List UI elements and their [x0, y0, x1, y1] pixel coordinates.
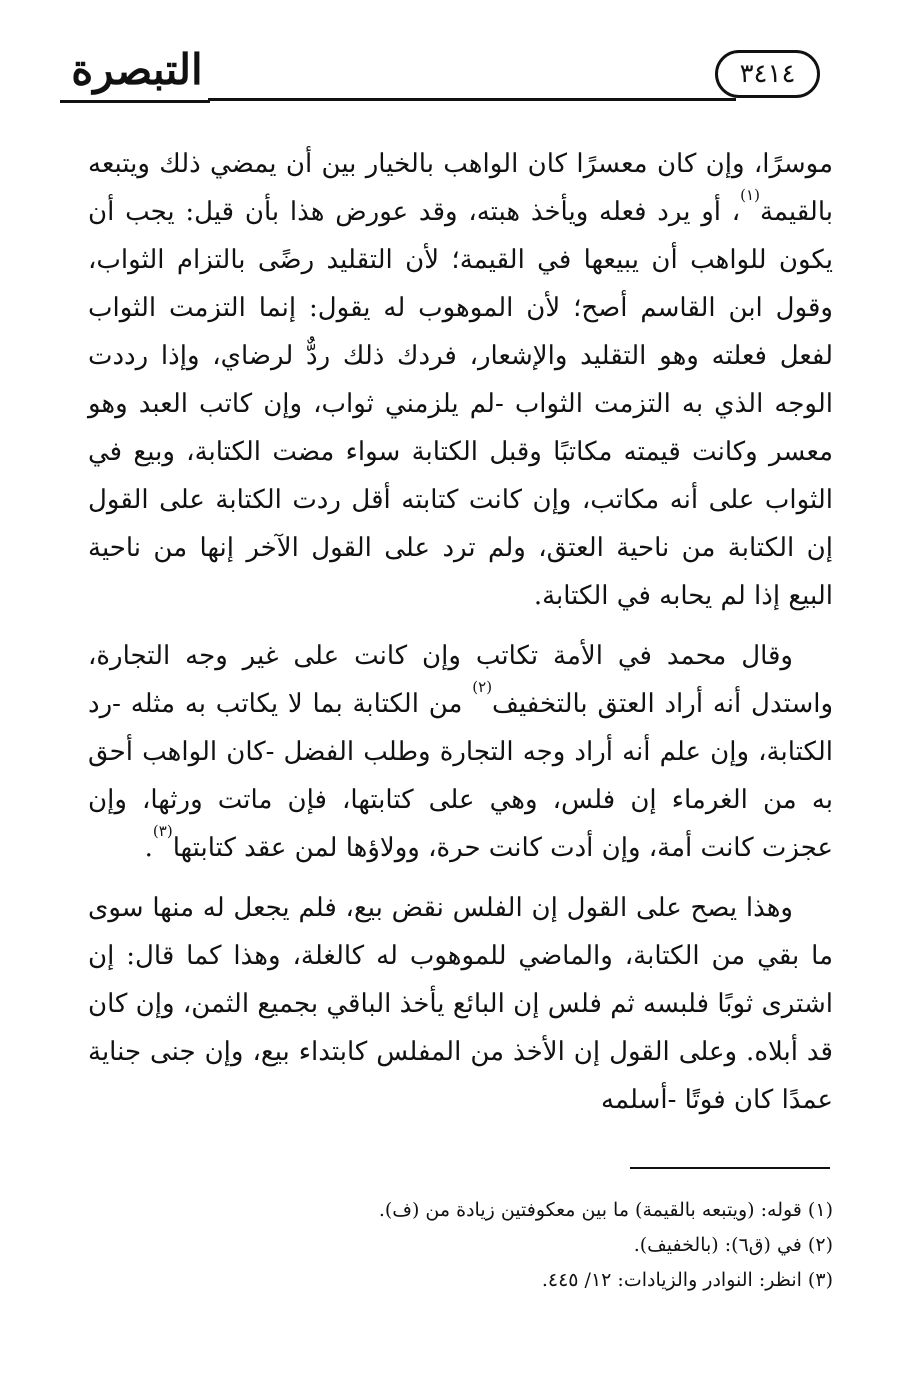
header-rule — [208, 98, 736, 101]
footnote-ref-1: (١) — [740, 186, 760, 204]
footnote-1: (١) قوله: (ويتبعه بالقيمة) ما بين معكوفتين زيادة من (ف). — [378, 1199, 833, 1221]
paragraph-2-tail: . — [144, 833, 153, 863]
paragraph-2-text-a: وقال محمد في الأمة تكاتب وإن كانت على غير وجه التجارة، واستدل أنه أراد العتق بالتخفيف — [88, 641, 834, 719]
footnotes — [88, 1193, 833, 1298]
footnote-separator — [630, 1167, 830, 1169]
page-header — [0, 0, 920, 120]
paragraph-1-text-b: ، أو يرد فعله ويأخذ هبته، وقد عورض هذا بأن قيل: يجب أن يكون للواهب أن يبيعها في القيمة؛ لأن التقليد رضًى بالتزام الثواب، وقول ابن القاسم أصح؛ لأن الموهوب له يقول: إنما التزمت الثواب لفعل فعلته وهو التقليد والإشعار، فردك ذلك ردٌّ لرضاي، وإذا رددت الوجه الذي به التزمت الثواب -لم يلزمني ثواب، وإن كاتب العبد وهو معسر وكانت قيمته مكاتبًا وقبل الكتابة سواء مضت الكتابة، وبيع في الثواب على أنه مكاتب، وإن كانت كتابته أقل ردت الكتابة على القول إن الكتابة من ناحية العتق، ولم ترد على القول الآخر إنها من ناحية البيع إذا لم يحابه في الكتابة. — [88, 197, 833, 611]
page-number-badge — [715, 50, 820, 98]
main-text — [88, 140, 833, 1124]
paragraph-1-text-a: موسرًا، وإن كان معسرًا كان الواهب بالخيار بين أن يمضي ذلك ويتبعه بالقيمة — [88, 149, 833, 227]
book-title: التبصرة — [71, 45, 203, 94]
page-number: ٣٤١٤ — [739, 59, 796, 89]
paragraph-2 — [88, 632, 833, 872]
paragraph-3 — [88, 884, 833, 1124]
footnote-ref-3: (٣) — [152, 822, 173, 840]
footnote-2: (٢) في (ق٦): (بالخفيف). — [633, 1234, 833, 1256]
footnote-ref-2: (٢) — [472, 678, 493, 696]
paragraph-3-text: وهذا يصح على القول إن الفلس نقض بيع، فلم يجعل له منها سوى ما بقي من الكتابة، والماضي للموهوب له كالغلة، وهذا كما قال: إن اشترى ثوبًا فلبسه ثم فلس إن البائع يأخذ الباقي بجميع الثمن، وإن كان قد أبلاه. وعلى القول إن الأخذ من المفلس كابتداء بيع، وإن جنى جناية عمدًا كان فوتًا -أسلمه — [88, 893, 833, 1115]
book-title-logo — [62, 38, 212, 102]
footnote-3: (٣) انظر: النوادر والزيادات: ١٢/ ٤٤٥. — [541, 1269, 833, 1291]
title-underline — [60, 100, 210, 103]
paragraph-2-text-b: من الكتابة بما لا يكاتب به مثله -رد الكتابة، وإن علم أنه أراد وجه التجارة وطلب الفضل -كان الواهب أحق به من الغرماء إن فلس، وهي على كتابتها، فإن ماتت ورثها، وإن عجزت كانت أمة، وإن أدت كانت حرة، وولاؤها لمن عقد كتابتها — [88, 689, 833, 863]
paragraph-1 — [88, 140, 833, 620]
